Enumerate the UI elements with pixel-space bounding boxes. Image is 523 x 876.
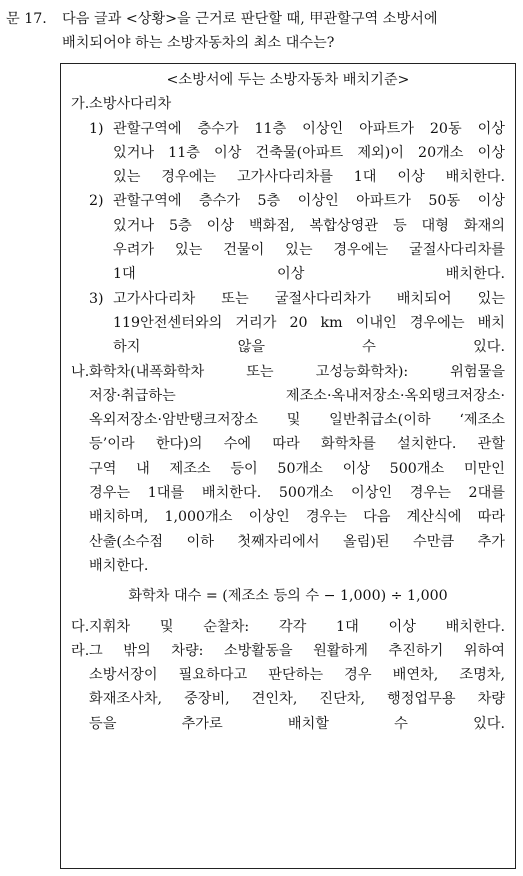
section-na xyxy=(71,360,505,579)
item-3-marker: 3) xyxy=(89,290,104,307)
section-na-line: 배치하며, 1,000개소 이상인 경우는 다음 계산식에 따라 xyxy=(89,509,505,526)
section-na-line: 저장·취급하는 제조소·옥내저장소·옥외탱크저장소· xyxy=(89,387,505,404)
formula: 화학차 대수 = (제조소 등의 수 − 1,000) ÷ 1,000 xyxy=(128,588,448,605)
section-ra xyxy=(71,639,505,736)
box-title: <소방서에 두는 소방자동차 배치기준> xyxy=(166,72,410,88)
item-1-line: 관할구역에 층수가 11층 이상인 아파트가 20동 이상 xyxy=(113,120,505,137)
item-2-line: 1대 이상 배치한다. xyxy=(113,266,505,283)
item-1-marker: 1) xyxy=(89,120,104,137)
item-2-line: 있거나 5층 이상 백화점, 복합상영관 등 대형 화재의 xyxy=(113,217,505,234)
section-na-line: 등’이라 한다)의 수에 따라 화학차를 설치한다. 관할 xyxy=(89,436,505,453)
section-da-text: 지휘차 및 순찰차: 각각 1대 이상 배치한다. xyxy=(89,618,505,635)
item-3 xyxy=(71,287,505,360)
item-1 xyxy=(71,117,505,190)
section-ra-line: 등을 추가로 배치할 수 있다. xyxy=(89,715,505,732)
section-ra-line: 화재조사차, 중장비, 견인차, 진단차, 행정업무용 차량 xyxy=(89,691,505,708)
criteria-box xyxy=(60,63,516,869)
item-2-marker: 2) xyxy=(89,193,104,210)
section-da-marker: 다. xyxy=(71,618,90,635)
item-1-line: 있는 경우에는 고가사다리차를 1대 이상 배치한다. xyxy=(113,169,505,186)
section-ga xyxy=(71,92,505,116)
question-number: 문 17. xyxy=(6,11,47,27)
section-ra-line: 그 밖의 차량: 소방활동을 원활하게 추진하기 위하여 xyxy=(89,642,505,659)
section-ra-marker: 라. xyxy=(71,642,90,659)
section-na-marker: 나. xyxy=(71,363,90,380)
item-3-line: 고가사다리차 또는 굴절사다리차가 배치되어 있는 xyxy=(113,290,505,307)
question-text-1: 다음 글과 <상황>을 근거로 판단할 때, 甲관할구역 소방서에 xyxy=(62,11,438,27)
item-2-line: 관할구역에 층수가 5층 이상인 아파트가 50동 이상 xyxy=(113,193,505,210)
question-text-2: 배치되어야 하는 소방자동차의 최소 대수는? xyxy=(62,35,335,52)
section-na-line: 경우는 1대를 배치한다. 500개소 이상인 경우는 2대를 xyxy=(89,485,505,502)
item-2 xyxy=(71,189,505,286)
section-na-line: 산출(소수점 이하 첫째자리에서 올림)된 수만큼 추가 xyxy=(89,533,505,550)
question-header xyxy=(6,7,518,56)
section-na-line: 구역 내 제조소 등이 50개소 이상 500개소 미만인 xyxy=(89,460,505,477)
section-na-line: 옥외저장소·암반탱크저장소 및 일반취급소(이하 ‘제조소 xyxy=(89,412,505,429)
section-ga-label: 소방사다리차 xyxy=(89,96,172,113)
section-na-line: 배치한다. xyxy=(89,557,149,574)
section-ga-marker: 가. xyxy=(71,96,90,113)
item-3-line: 하지 않을 수 있다. xyxy=(113,339,505,356)
item-1-line: 있거나 11층 이상 건축물(아파트 제외)이 20개소 이상 xyxy=(113,144,505,161)
section-da xyxy=(71,615,505,639)
section-na-line: 화학차(내폭화학차 또는 고성능화학차): 위험물을 xyxy=(89,363,505,380)
question-line-1 xyxy=(6,7,518,31)
section-ra-line: 소방서장이 필요하다고 판단하는 경우 배연차, 조명차, xyxy=(89,667,505,684)
item-2-line: 우려가 있는 건물이 있는 경우에는 굴절사다리차를 xyxy=(113,242,505,259)
item-3-line: 119안전센터와의 거리가 20 km 이내인 경우에는 배치 xyxy=(113,314,505,331)
